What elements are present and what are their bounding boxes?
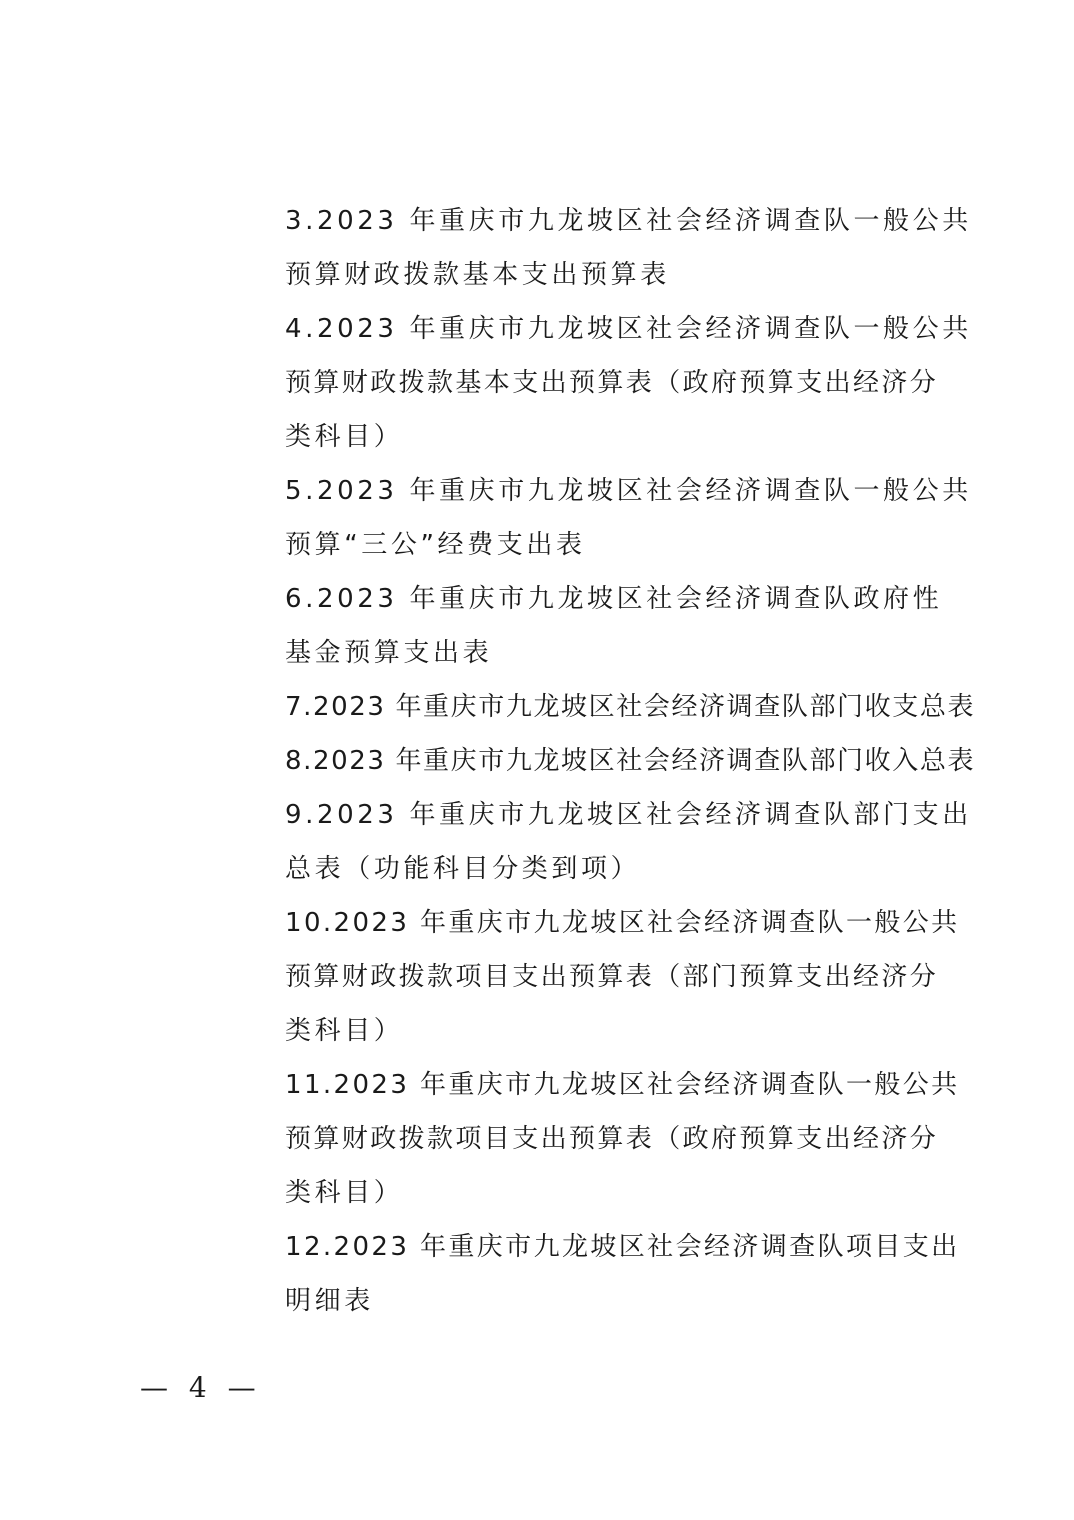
list-item-8: 8.2023 年重庆市九龙坡区社会经济调查队部门收入总表 [285,746,976,776]
list-item-4-line-2: 预算财政拨款基本支出预算表（政府预算支出经济分 [285,368,939,398]
list-item-4-line-1: 4.2023 年重庆市九龙坡区社会经济调查队一般公共 [285,314,972,344]
list-item-12-line-2: 明细表 [285,1286,374,1316]
list-item-10-line-1: 10.2023 年重庆市九龙坡区社会经济调查队一般公共 [285,908,960,938]
list-item-5-line-2: 预算“三公”经费支出表 [285,530,586,560]
list-item-4-line-3: 类科目） [285,422,404,452]
list-item-11-line-2: 预算财政拨款项目支出预算表（政府预算支出经济分 [285,1124,939,1154]
list-item-6-line-2: 基金预算支出表 [285,638,493,668]
list-item-10-line-2: 预算财政拨款项目支出预算表（部门预算支出经济分 [285,962,939,992]
list-item-5-line-1: 5.2023 年重庆市九龙坡区社会经济调查队一般公共 [285,476,972,506]
list-item-6-line-1: 6.2023 年重庆市九龙坡区社会经济调查队政府性 [285,584,943,614]
list-item-3-line-2: 预算财政拨款基本支出预算表 [285,260,670,290]
page-number: — 4 — [140,1371,262,1404]
list-item-3-line-1: 3.2023 年重庆市九龙坡区社会经济调查队一般公共 [285,206,972,236]
list-item-9-line-2: 总表（功能科目分类到项） [285,854,641,884]
list-item-11-line-1: 11.2023 年重庆市九龙坡区社会经济调查队一般公共 [285,1070,960,1100]
list-item-9-line-1: 9.2023 年重庆市九龙坡区社会经济调查队部门支出 [285,800,972,830]
list-item-12-line-1: 12.2023 年重庆市九龙坡区社会经济调查队项目支出 [285,1232,960,1262]
list-item-10-line-3: 类科目） [285,1016,404,1046]
list-item-7: 7.2023 年重庆市九龙坡区社会经济调查队部门收支总表 [285,692,976,722]
attachment-list [285,194,976,1328]
list-item-11-line-3: 类科目） [285,1178,404,1208]
